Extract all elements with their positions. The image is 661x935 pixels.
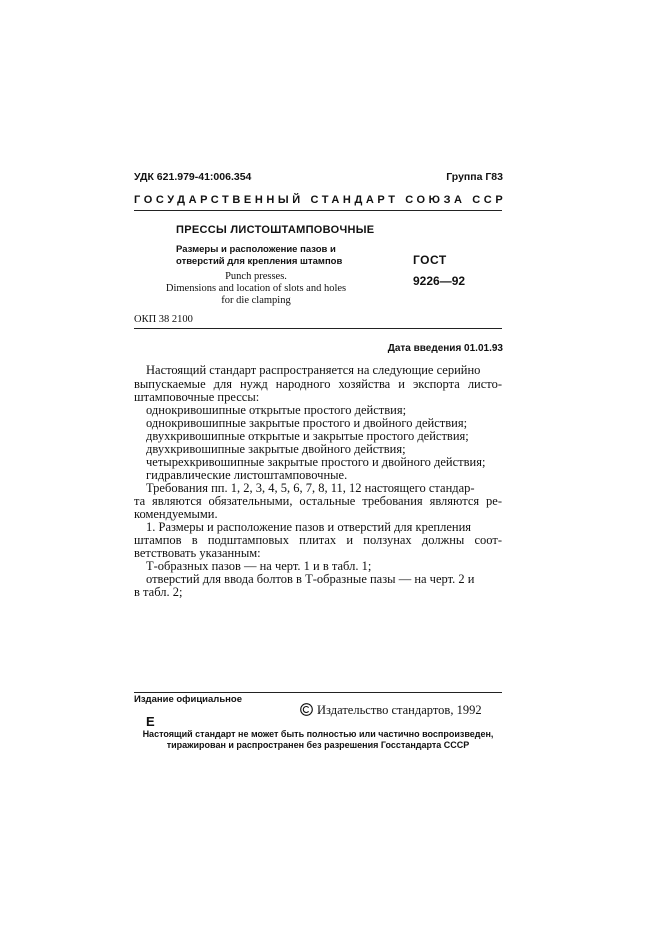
- copyright-notice-line-2: тиражирован и распространен без разрешения Госстандарта СССР: [166, 740, 470, 750]
- copyright-line: [300, 703, 482, 718]
- footer-divider: [134, 692, 502, 693]
- subtitle-line-2: отверстий для крепления штампов: [176, 256, 343, 267]
- copyright-notice-line-1: Настоящий стандарт не может быть полностью или частично воспроизведен,: [142, 729, 494, 739]
- copyright-icon: [300, 703, 313, 718]
- state-standard-banner: ГОСУДАРСТВЕННЫЙ СТАНДАРТ СОЮЗА ССР: [134, 194, 507, 206]
- paragraph-2-line-3: комендуемыми.: [134, 507, 218, 521]
- english-title-line-3: for die clamping: [221, 295, 291, 306]
- document-title: ПРЕССЫ ЛИСТОШТАМПОВОЧНЫЕ: [176, 224, 375, 236]
- paragraph-3-line-3: ветствовать указанным:: [134, 546, 261, 560]
- paragraph-3-line-2: штампов в подштамповых плитах и ползунах должны соот-: [134, 533, 502, 547]
- english-title-line-1: Punch presses.: [225, 271, 287, 282]
- paragraph-4: Т-образных пазов — на черт. 1 и в табл. 1;: [146, 559, 372, 573]
- subtitle-line-1: Размеры и расположение пазов и: [176, 244, 336, 255]
- paragraph-3-line-1: 1. Размеры и расположение пазов и отверстий для крепления: [146, 520, 472, 534]
- paragraph-5-line-1: отверстий для ввода болтов в Т-образные пазы — на черт. 2 и: [146, 572, 475, 586]
- list-item: однокривошипные открытые простого действия;: [146, 403, 407, 417]
- effective-date: Дата введения 01.01.93: [387, 343, 503, 354]
- paragraph-2-line-1: Требования пп. 1, 2, 3, 4, 5, 6, 7, 8, 11, 12 настоящего стандар-: [146, 481, 475, 495]
- gost-label: ГОСТ: [413, 253, 447, 267]
- list-item: четырехкривошипные закрытые простого и двойного действия;: [146, 455, 486, 469]
- paragraph-1-line-3: штамповочные прессы:: [134, 390, 260, 404]
- top-divider: [134, 210, 502, 211]
- paragraph-1-line-2: выпускаемые для нужд народного хозяйства и экспорта листо-: [134, 377, 502, 391]
- list-item: двухкривошипные открытые и закрытые простого действия;: [146, 429, 469, 443]
- copyright-text: Издательство стандартов, 1992: [317, 703, 482, 717]
- list-item: двухкривошипные закрытые двойного действия;: [146, 442, 406, 456]
- okp-code: ОКП 38 2100: [134, 314, 193, 325]
- english-title-line-2: Dimensions and location of slots and holes: [165, 283, 347, 294]
- gost-number: 9226—92: [413, 274, 466, 288]
- publisher-mark: Е: [146, 714, 155, 729]
- group-code: Группа Г83: [446, 171, 503, 183]
- udk-code: УДК 621.979-41:006.354: [134, 171, 252, 183]
- paragraph-5-line-2: в табл. 2;: [134, 585, 183, 599]
- middle-divider: [134, 328, 502, 329]
- list-item: однокривошипные закрытые простого и двойного действия;: [146, 416, 468, 430]
- paragraph-1-line-1: Настоящий стандарт распространяется на следующие серийно: [146, 363, 481, 377]
- list-item: гидравлические листоштамповочные.: [146, 468, 348, 482]
- paragraph-2-line-2: та являются обязательными, остальные требования являются ре-: [134, 494, 502, 508]
- official-edition: Издание официальное: [134, 694, 242, 705]
